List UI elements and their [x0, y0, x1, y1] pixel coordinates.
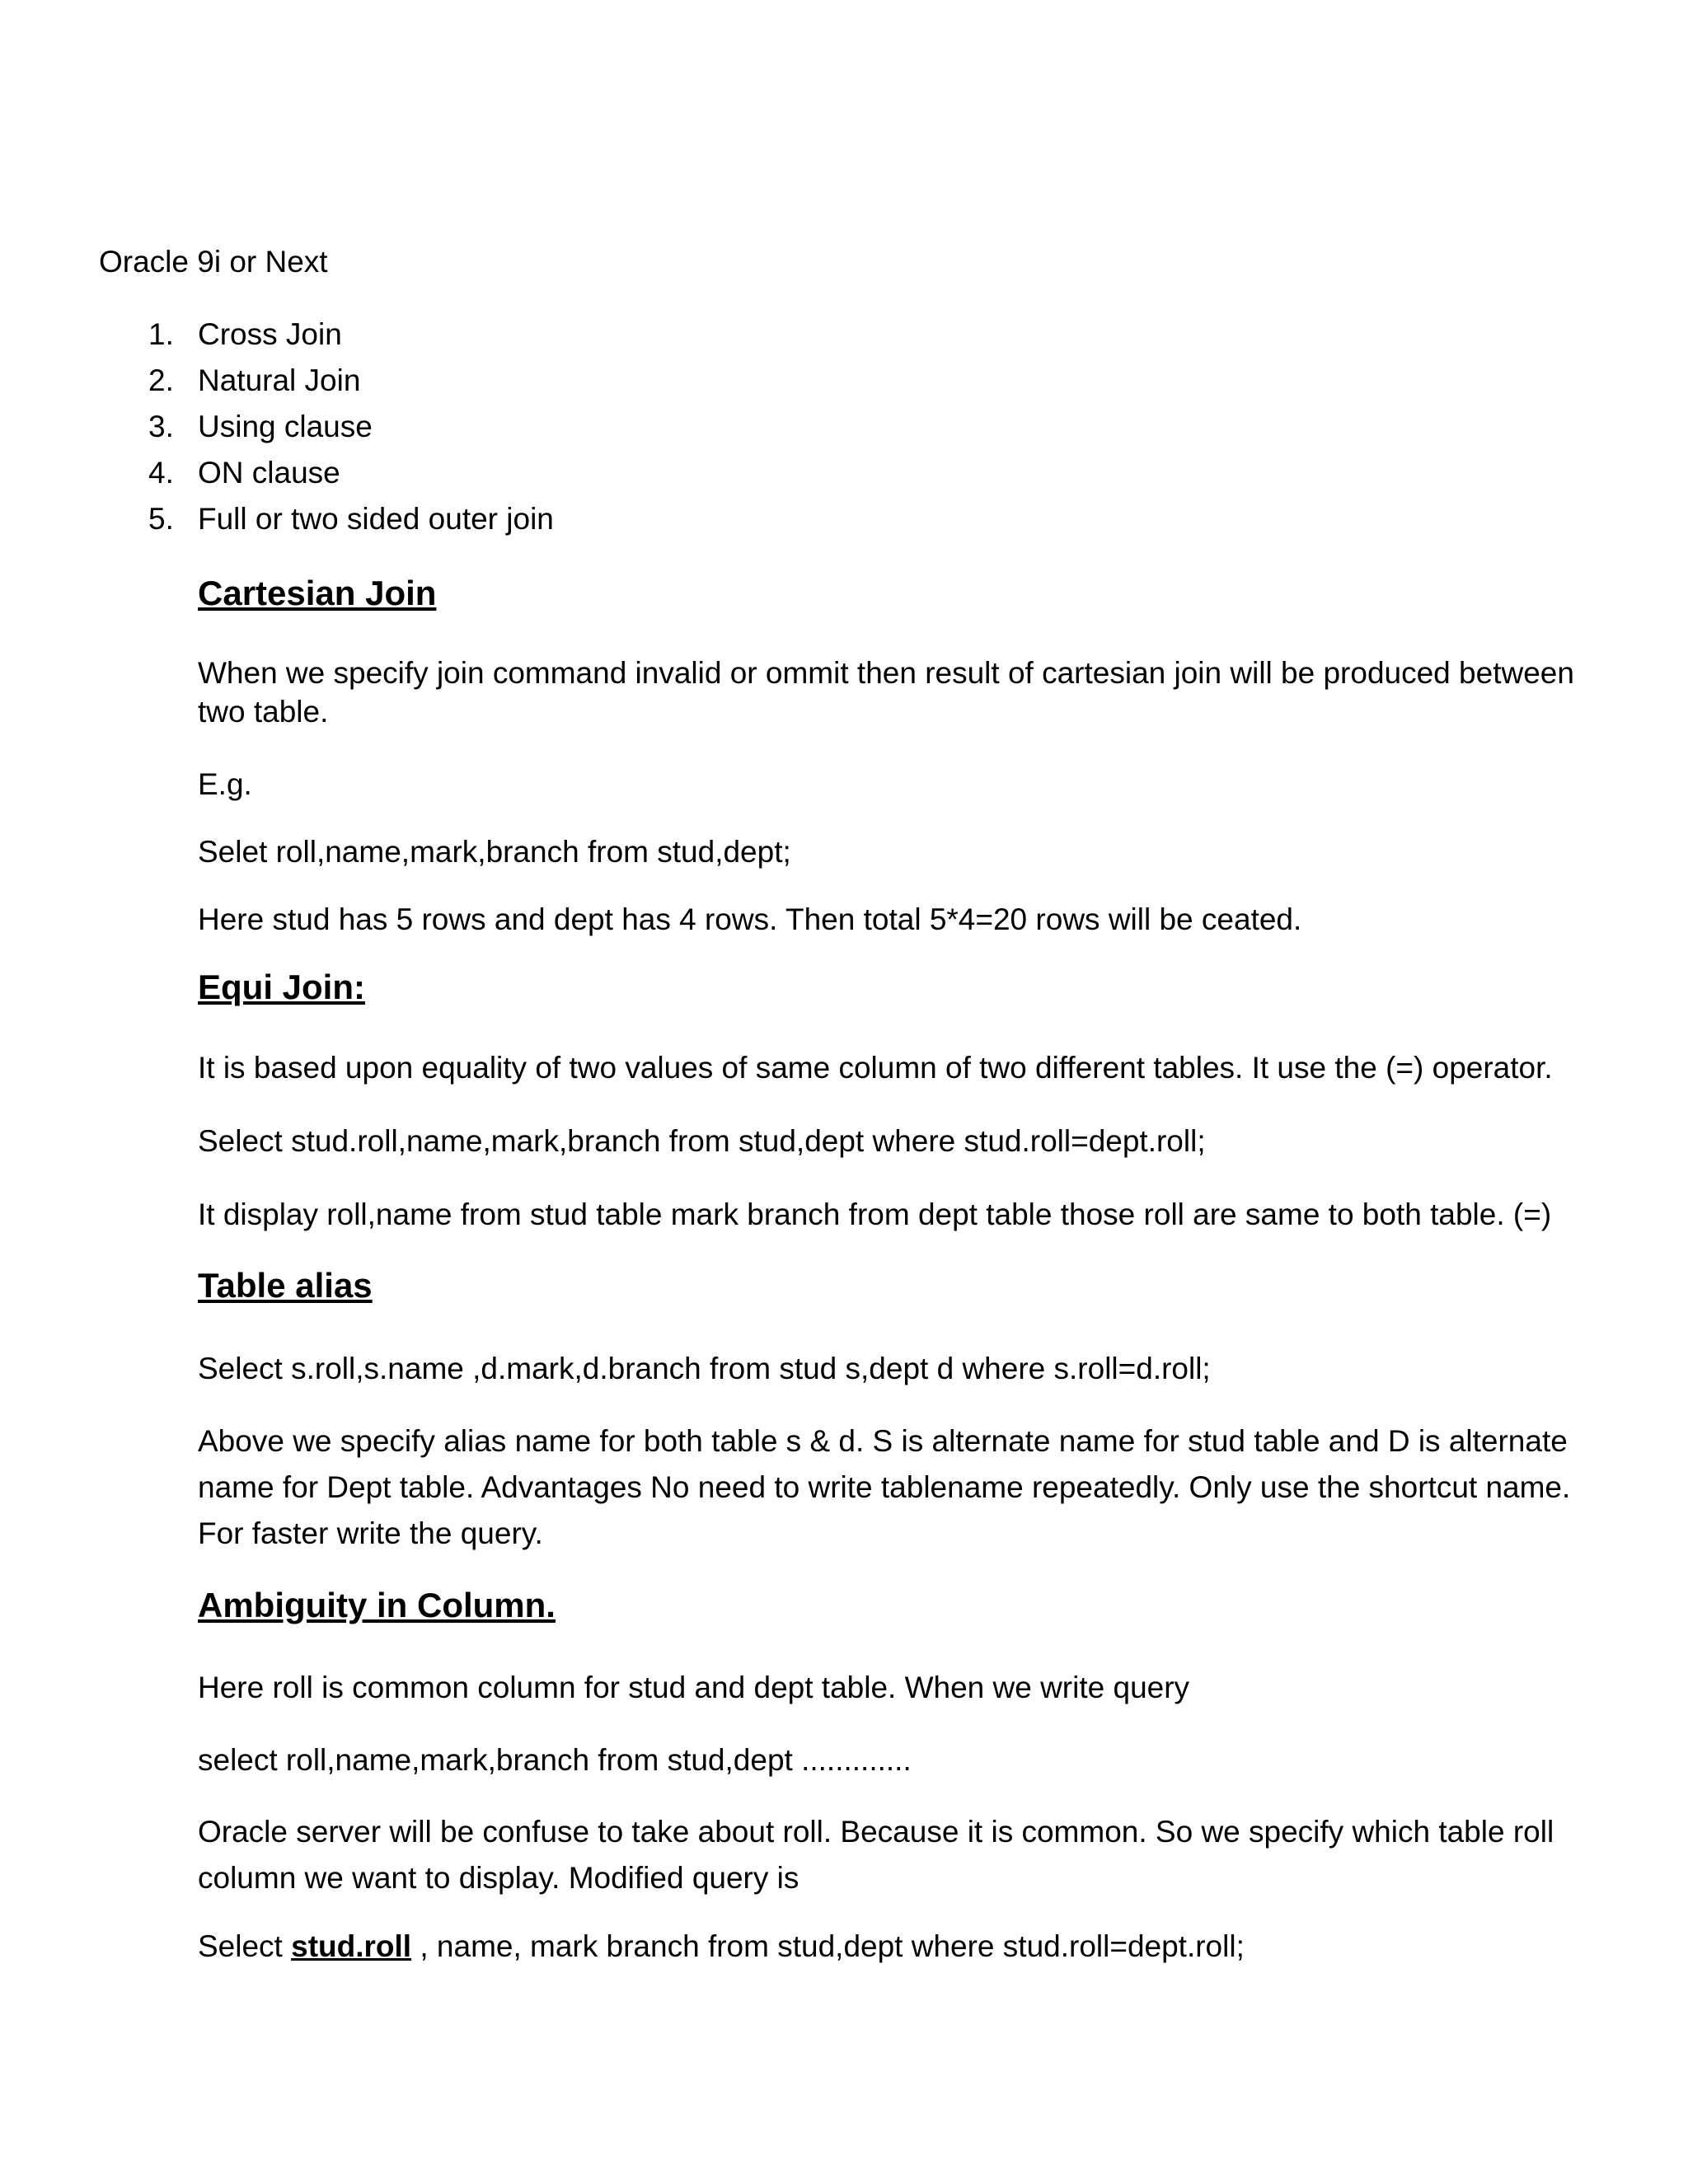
list-number: 2.	[148, 363, 174, 397]
list-text: Full or two sided outer join	[198, 502, 554, 536]
final-query-bold-column: stud.roll	[291, 1929, 412, 1963]
cartesian-example-label: E.g.	[198, 767, 252, 801]
list-number: 4.	[148, 456, 174, 490]
list-number: 1.	[148, 317, 174, 351]
ambiguity-query: select roll,name,mark,branch from stud,dept .............	[198, 1743, 912, 1777]
alias-description: Above we specify alias name for both table s & d. S is alternate name for stud table and D is alternate name for Dept table. Advantages No need to write tablename repeatedly. Only use the shortcut name. For faster write the query.	[198, 1424, 1571, 1550]
list-item	[99, 363, 554, 409]
list-item	[99, 501, 554, 547]
cartesian-note: Here stud has 5 rows and dept has 4 rows. Then total 5*4=20 rows will be ceated.	[198, 902, 1302, 936]
list-text: Using clause	[198, 410, 373, 443]
cartesian-heading: Cartesian Join	[198, 574, 437, 612]
equi-description: It is based upon equality of two values of same column of two different tables. It use the (=) operator.	[198, 1051, 1553, 1085]
list-text: ON clause	[198, 456, 340, 490]
list-item	[99, 409, 554, 455]
alias-heading: Table alias	[198, 1266, 373, 1305]
list-item	[99, 455, 554, 501]
intro-line: Oracle 9i or Next	[99, 245, 328, 279]
joins-list	[99, 316, 554, 547]
ambiguity-heading: Ambiguity in Column.	[198, 1586, 556, 1624]
list-item	[99, 316, 554, 363]
alias-query: Select s.roll,s.name ,d.mark,d.branch from stud s,dept d where s.roll=d.roll;	[198, 1352, 1211, 1385]
final-query-suffix: , name, mark branch from stud,dept where stud.roll=dept.roll;	[411, 1929, 1245, 1963]
ambiguity-description: Here roll is common column for stud and dept table. When we write query	[198, 1671, 1190, 1704]
equi-query: Select stud.roll,name,mark,branch from stud,dept where stud.roll=dept.roll;	[198, 1124, 1206, 1158]
final-query-prefix: Select	[198, 1929, 292, 1963]
equi-heading: Equi Join:	[198, 968, 365, 1006]
list-number: 5.	[148, 502, 174, 536]
ambiguity-explanation: Oracle server will be confuse to take about roll. Because it is common. So we specify which table roll column we want to display. Modified query is	[198, 1815, 1554, 1895]
cartesian-description: When we specify join command invalid or ommit then result of cartesian join will be produced between two table.	[198, 656, 1574, 729]
list-number: 3.	[148, 410, 174, 443]
equi-note: It display roll,name from stud table mark branch from dept table those roll are same to both table. (=)	[198, 1197, 1552, 1231]
ambiguity-final-query	[198, 1927, 1582, 1966]
cartesian-query: Selet roll,name,mark,branch from stud,dept;	[198, 835, 791, 869]
list-text: Natural Join	[198, 363, 361, 397]
list-text: Cross Join	[198, 317, 342, 351]
